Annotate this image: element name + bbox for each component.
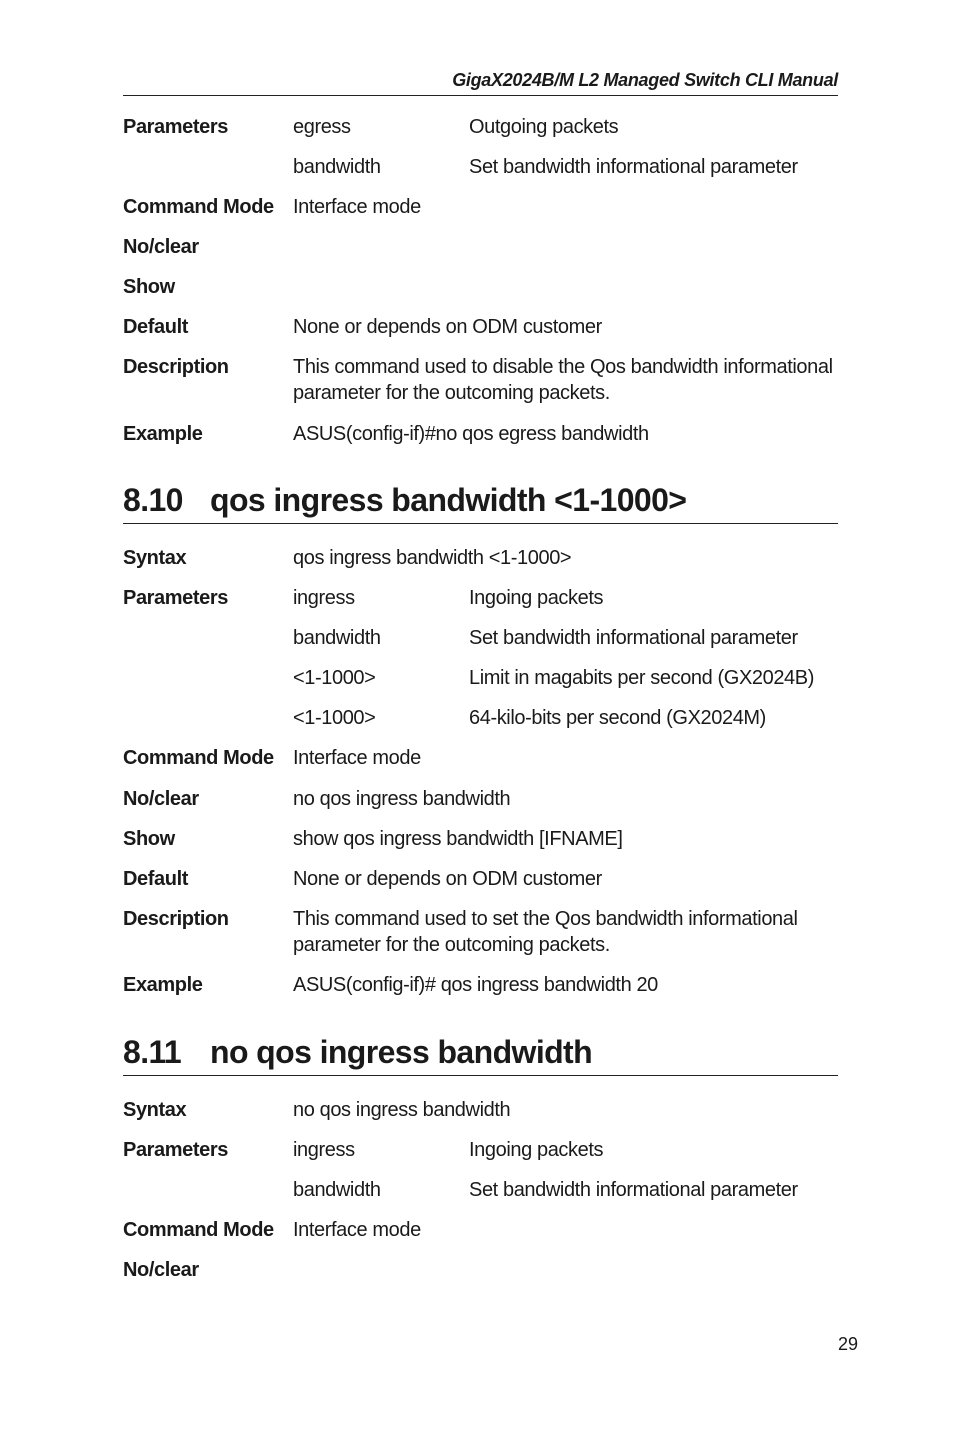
param-name: egress: [293, 116, 351, 138]
example-label: Example: [123, 974, 203, 996]
no-clear-label: No/clear: [123, 788, 199, 810]
example-value: ASUS(config-if)# qos ingress bandwidth 20: [293, 974, 658, 996]
command-mode-value: Interface mode: [293, 747, 421, 769]
param-desc: 64-kilo-bits per second (GX2024M): [469, 707, 766, 729]
syntax-label: Syntax: [123, 547, 187, 569]
default-label: Default: [123, 868, 188, 890]
description-label: Description: [123, 908, 229, 930]
section-heading-8-11: [123, 1032, 838, 1076]
no-clear-value: no qos ingress bandwidth: [293, 788, 511, 810]
command-mode-label: Command Mode: [123, 196, 274, 218]
parameters-label: Parameters: [123, 587, 228, 609]
command-mode-value: Interface mode: [293, 196, 421, 218]
param-name: ingress: [293, 587, 355, 609]
syntax-value: no qos ingress bandwidth: [293, 1099, 511, 1121]
parameters-label: Parameters: [123, 116, 228, 138]
section-title: no qos ingress bandwidth: [210, 1034, 593, 1070]
syntax-value: qos ingress bandwidth <1-1000>: [293, 547, 572, 569]
default-label: Default: [123, 316, 188, 338]
parameters-label: Parameters: [123, 1139, 228, 1161]
description-label: Description: [123, 356, 229, 378]
param-name: <1-1000>: [293, 667, 376, 689]
no-clear-label: No/clear: [123, 236, 199, 258]
command-mode-value: Interface mode: [293, 1219, 421, 1241]
command-mode-label: Command Mode: [123, 747, 274, 769]
description-text: This command used to disable the Qos bandwidth informational parameter for the outcoming packets.: [293, 356, 833, 404]
default-value: None or depends on ODM customer: [293, 316, 602, 338]
example-label: Example: [123, 423, 203, 445]
default-value: None or depends on ODM customer: [293, 868, 602, 890]
syntax-label: Syntax: [123, 1099, 187, 1121]
section-number: 8.11: [123, 1034, 182, 1070]
param-name: ingress: [293, 1139, 355, 1161]
page-number: 29: [837, 1334, 858, 1354]
no-clear-label: No/clear: [123, 1259, 199, 1281]
header-rule: [123, 95, 838, 96]
param-name: <1-1000>: [293, 707, 376, 729]
param-desc: Set bandwidth informational parameter: [469, 627, 798, 649]
param-desc: Outgoing packets: [469, 116, 619, 138]
section-title: qos ingress bandwidth <1-1000>: [210, 482, 687, 518]
section-heading-8-10: [123, 480, 838, 524]
show-label: Show: [123, 828, 175, 850]
example-value: ASUS(config-if)#no qos egress bandwidth: [293, 423, 649, 445]
running-header: GigaX2024B/M L2 Managed Switch CLI Manual: [452, 70, 838, 90]
command-mode-label: Command Mode: [123, 1219, 274, 1241]
param-desc: Limit in magabits per second (GX2024B): [469, 667, 814, 689]
param-name: bandwidth: [293, 1179, 381, 1201]
param-name: bandwidth: [293, 627, 381, 649]
param-desc: Ingoing packets: [469, 587, 604, 609]
param-desc: Ingoing packets: [469, 1139, 604, 1161]
show-label: Show: [123, 276, 175, 298]
param-name: bandwidth: [293, 156, 381, 178]
param-desc: Set bandwidth informational parameter: [469, 1179, 798, 1201]
param-desc: Set bandwidth informational parameter: [469, 156, 798, 178]
description-text: This command used to set the Qos bandwidth informational parameter for the outcoming packets.: [293, 908, 798, 956]
show-value: show qos ingress bandwidth [IFNAME]: [293, 828, 623, 850]
section-number: 8.10: [123, 482, 183, 518]
